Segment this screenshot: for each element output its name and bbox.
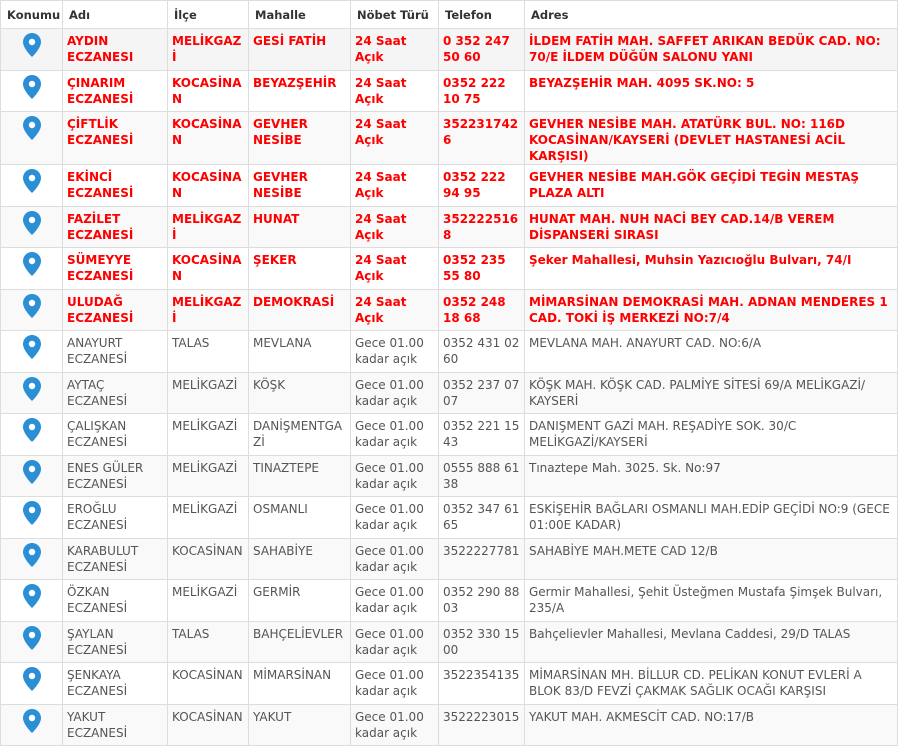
pharmacy-address: GEVHER NESİBE MAH. ATATÜRK BUL. NO: 116D KOCASİNAN/KAYSERİ (DEVLET HASTANESİ ACİL KARŞISI): [525, 112, 898, 165]
pharmacy-district: KOCASİNAN: [168, 704, 249, 746]
pharmacy-address: İLDEM FATİH MAH. SAFFET ARIKAN BEDÜK CAD. NO: 70/E İLDEM DÜĞÜN SALONU YANI: [525, 29, 898, 71]
map-marker-icon[interactable]: [23, 460, 41, 484]
pharmacy-phone: 0352 222 10 75: [439, 70, 525, 112]
duty-type: Gece 01.00 kadar açık: [351, 621, 439, 663]
pharmacy-name: KARABULUT ECZANESİ: [63, 538, 168, 580]
pharmacy-phone: 3522225168: [439, 206, 525, 248]
pharmacy-district: KOCASİNAN: [168, 70, 249, 112]
pharmacy-phone: 3522317426: [439, 112, 525, 165]
pharmacy-neighborhood: YAKUT: [249, 704, 351, 746]
duty-type: Gece 01.00 kadar açık: [351, 663, 439, 705]
pharmacy-address: MİMARSİNAN MH. BİLLUR CD. PELİKAN KONUT EVLERİ A BLOK 83/D FEVZİ ÇAKMAK SAĞLIK OCAĞI KARŞISI: [525, 663, 898, 705]
map-marker-icon[interactable]: [23, 418, 41, 442]
duty-type: Gece 01.00 kadar açık: [351, 414, 439, 456]
pharmacy-address: HUNAT MAH. NUH NACİ BEY CAD.14/B VEREM DİSPANSERİ SIRASI: [525, 206, 898, 248]
pharmacy-address: DANIŞMENT GAZİ MAH. REŞADİYE SOK. 30/C MELİKGAZİ/KAYSERİ: [525, 414, 898, 456]
pharmacy-district: MELİKGAZİ: [168, 455, 249, 497]
table-row: [1, 538, 898, 580]
table-row: [1, 206, 898, 248]
location-cell: [1, 538, 63, 580]
duty-type: 24 Saat Açık: [351, 206, 439, 248]
pharmacy-address: GEVHER NESİBE MAH.GÖK GEÇİDİ TEGİN MESTAŞ PLAZA ALTI: [525, 165, 898, 207]
pharmacy-phone: 0352 431 02 60: [439, 331, 525, 373]
pharmacy-name: AYDIN ECZANESI: [63, 29, 168, 71]
pharmacy-district: MELİKGAZİ: [168, 206, 249, 248]
table-row: [1, 331, 898, 373]
header-duty-type: Nöbet Türü: [351, 1, 439, 29]
table-row: [1, 112, 898, 165]
pharmacy-address: Şeker Mahallesi, Muhsin Yazıcıoğlu Bulvarı, 74/I: [525, 248, 898, 290]
table-row: [1, 29, 898, 71]
pharmacy-name: ŞAYLAN ECZANESİ: [63, 621, 168, 663]
pharmacy-neighborhood: BAHÇELİEVLER: [249, 621, 351, 663]
pharmacy-address: ESKİŞEHİR BAĞLARI OSMANLI MAH.EDİP GEÇİDİ NO:9 (GECE 01:00E KADAR): [525, 497, 898, 539]
pharmacy-name: ÇINARIM ECZANESİ: [63, 70, 168, 112]
pharmacy-phone: 0352 248 18 68: [439, 289, 525, 331]
pharmacy-name: ÇİFTLİK ECZANESİ: [63, 112, 168, 165]
map-marker-icon[interactable]: [23, 501, 41, 525]
duty-type: 24 Saat Açık: [351, 29, 439, 71]
map-marker-icon[interactable]: [23, 211, 41, 235]
pharmacy-neighborhood: OSMANLI: [249, 497, 351, 539]
pharmacy-neighborhood: GERMİR: [249, 580, 351, 622]
location-cell: [1, 112, 63, 165]
pharmacy-neighborhood: HUNAT: [249, 206, 351, 248]
pharmacy-neighborhood: DEMOKRASİ: [249, 289, 351, 331]
duty-type: 24 Saat Açık: [351, 112, 439, 165]
pharmacy-phone: 3522223015: [439, 704, 525, 746]
pharmacy-address: MEVLANA MAH. ANAYURT CAD. NO:6/A: [525, 331, 898, 373]
pharmacy-phone: 3522227781: [439, 538, 525, 580]
map-marker-icon[interactable]: [23, 294, 41, 318]
pharmacy-phone: 0 352 247 50 60: [439, 29, 525, 71]
duty-type: Gece 01.00 kadar açık: [351, 331, 439, 373]
location-cell: [1, 248, 63, 290]
table-row: [1, 248, 898, 290]
pharmacy-name: YAKUT ECZANESİ: [63, 704, 168, 746]
location-cell: [1, 165, 63, 207]
table-row: [1, 497, 898, 539]
location-cell: [1, 206, 63, 248]
pharmacy-name: SÜMEYYE ECZANESİ: [63, 248, 168, 290]
table-row: [1, 414, 898, 456]
pharmacy-name: ENES GÜLER ECZANESİ: [63, 455, 168, 497]
pharmacy-phone: 0352 290 88 03: [439, 580, 525, 622]
location-cell: [1, 70, 63, 112]
pharmacy-name: EKİNCİ ECZANESİ: [63, 165, 168, 207]
table-row: [1, 580, 898, 622]
pharmacy-name: ANAYURT ECZANESİ: [63, 331, 168, 373]
pharmacy-district: KOCASİNAN: [168, 663, 249, 705]
duty-type: Gece 01.00 kadar açık: [351, 538, 439, 580]
header-address: Adres: [525, 1, 898, 29]
table-row: [1, 455, 898, 497]
pharmacy-district: MELİKGAZİ: [168, 414, 249, 456]
pharmacy-name: ÖZKAN ECZANESİ: [63, 580, 168, 622]
pharmacy-neighborhood: DANİŞMENTGAZİ: [249, 414, 351, 456]
map-marker-icon[interactable]: [23, 252, 41, 276]
pharmacy-neighborhood: ŞEKER: [249, 248, 351, 290]
map-marker-icon[interactable]: [23, 667, 41, 691]
duty-type: Gece 01.00 kadar açık: [351, 372, 439, 414]
pharmacy-neighborhood: SAHABİYE: [249, 538, 351, 580]
map-marker-icon[interactable]: [23, 626, 41, 650]
pharmacy-district: MELİKGAZİ: [168, 580, 249, 622]
pharmacy-district: KOCASİNAN: [168, 538, 249, 580]
map-marker-icon[interactable]: [23, 116, 41, 140]
location-cell: [1, 29, 63, 71]
pharmacy-neighborhood: KÖŞK: [249, 372, 351, 414]
duty-type: 24 Saat Açık: [351, 70, 439, 112]
duty-type: 24 Saat Açık: [351, 289, 439, 331]
duty-type: Gece 01.00 kadar açık: [351, 580, 439, 622]
table-row: [1, 70, 898, 112]
pharmacy-name: ULUDAĞ ECZANESİ: [63, 289, 168, 331]
duty-type: Gece 01.00 kadar açık: [351, 704, 439, 746]
pharmacy-phone: 0352 347 61 65: [439, 497, 525, 539]
pharmacy-neighborhood: MEVLANA: [249, 331, 351, 373]
location-cell: [1, 455, 63, 497]
pharmacy-name: ŞENKAYA ECZANESİ: [63, 663, 168, 705]
map-marker-icon[interactable]: [23, 584, 41, 608]
location-cell: [1, 621, 63, 663]
header-name: Adı: [63, 1, 168, 29]
duty-type: Gece 01.00 kadar açık: [351, 455, 439, 497]
location-cell: [1, 414, 63, 456]
location-cell: [1, 289, 63, 331]
pharmacy-district: MELİKGAZİ: [168, 29, 249, 71]
pharmacy-neighborhood: GESİ FATİH: [249, 29, 351, 71]
pharmacy-district: KOCASİNAN: [168, 248, 249, 290]
table-row: [1, 704, 898, 746]
table-row: [1, 621, 898, 663]
pharmacy-name: FAZİLET ECZANESİ: [63, 206, 168, 248]
pharmacy-neighborhood: MİMARSİNAN: [249, 663, 351, 705]
map-marker-icon[interactable]: [23, 709, 41, 733]
pharmacy-phone: 0352 221 15 43: [439, 414, 525, 456]
table-row: [1, 372, 898, 414]
pharmacy-address: Tınaztepe Mah. 3025. Sk. No:97: [525, 455, 898, 497]
map-marker-icon[interactable]: [23, 377, 41, 401]
pharmacy-phone: 0555 888 61 38: [439, 455, 525, 497]
map-marker-icon[interactable]: [23, 335, 41, 359]
pharmacy-phone: 3522354135: [439, 663, 525, 705]
duty-type: 24 Saat Açık: [351, 248, 439, 290]
pharmacy-address: Bahçelievler Mahallesi, Mevlana Caddesi, 29/D TALAS: [525, 621, 898, 663]
pharmacy-address: Germir Mahallesi, Şehit Üsteğmen Mustafa Şimşek Bulvarı, 235/A: [525, 580, 898, 622]
table-row: [1, 663, 898, 705]
pharmacy-neighborhood: GEVHER NESİBE: [249, 165, 351, 207]
header-location: Konumu: [1, 1, 63, 29]
pharmacy-district: KOCASİNAN: [168, 112, 249, 165]
pharmacy-neighborhood: TINAZTEPE: [249, 455, 351, 497]
pharmacy-neighborhood: BEYAZŞEHİR: [249, 70, 351, 112]
pharmacy-district: MELİKGAZİ: [168, 372, 249, 414]
pharmacy-address: MİMARSİNAN DEMOKRASİ MAH. ADNAN MENDERES 1 CAD. TOKİ İŞ MERKEZİ NO:7/4: [525, 289, 898, 331]
pharmacy-name: AYTAÇ ECZANESİ: [63, 372, 168, 414]
pharmacy-phone: 0352 222 94 95: [439, 165, 525, 207]
pharmacy-phone: 0352 235 55 80: [439, 248, 525, 290]
pharmacy-district: MELİKGAZİ: [168, 289, 249, 331]
pharmacy-neighborhood: GEVHER NESİBE: [249, 112, 351, 165]
pharmacy-address: BEYAZŞEHİR MAH. 4095 SK.NO: 5: [525, 70, 898, 112]
map-marker-icon[interactable]: [23, 543, 41, 567]
location-cell: [1, 497, 63, 539]
pharmacy-name: ÇALIŞKAN ECZANESİ: [63, 414, 168, 456]
duty-type: Gece 01.00 kadar açık: [351, 497, 439, 539]
location-cell: [1, 331, 63, 373]
location-cell: [1, 580, 63, 622]
pharmacy-district: TALAS: [168, 331, 249, 373]
map-marker-icon[interactable]: [23, 33, 41, 57]
pharmacy-name: EROĞLU ECZANESİ: [63, 497, 168, 539]
pharmacy-phone: 0352 237 07 07: [439, 372, 525, 414]
pharmacy-address: SAHABİYE MAH.METE CAD 12/B: [525, 538, 898, 580]
map-marker-icon[interactable]: [23, 75, 41, 99]
pharmacy-district: TALAS: [168, 621, 249, 663]
header-phone: Telefon: [439, 1, 525, 29]
table-row: [1, 165, 898, 207]
pharmacy-district: MELİKGAZİ: [168, 497, 249, 539]
pharmacy-address: KÖŞK MAH. KÖŞK CAD. PALMİYE SİTESİ 69/A MELİKGAZİ/ KAYSERİ: [525, 372, 898, 414]
location-cell: [1, 372, 63, 414]
duty-type: 24 Saat Açık: [351, 165, 439, 207]
header-district: İlçe: [168, 1, 249, 29]
table-row: [1, 289, 898, 331]
pharmacy-phone: 0352 330 15 00: [439, 621, 525, 663]
header-neighborhood: Mahalle: [249, 1, 351, 29]
pharmacy-district: KOCASİNAN: [168, 165, 249, 207]
location-cell: [1, 704, 63, 746]
pharmacy-address: YAKUT MAH. AKMESCİT CAD. NO:17/B: [525, 704, 898, 746]
location-cell: [1, 663, 63, 705]
table-header-row: [1, 1, 898, 29]
map-marker-icon[interactable]: [23, 169, 41, 193]
